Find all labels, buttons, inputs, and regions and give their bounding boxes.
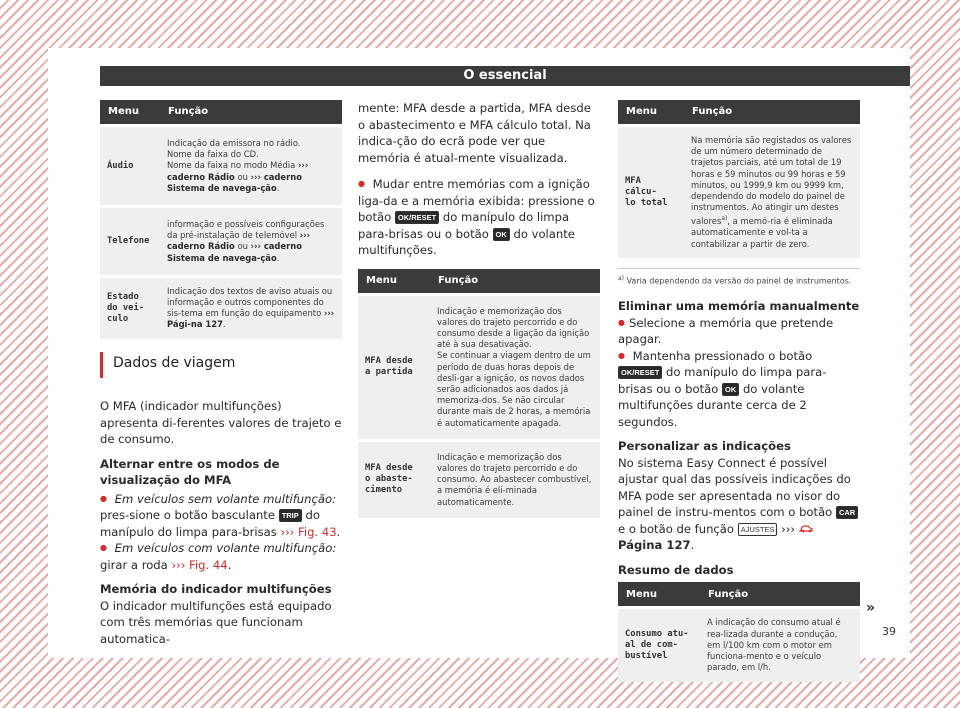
- car-key-icon: CAR: [836, 506, 858, 519]
- paragraph: [618, 455, 860, 554]
- bullet-text: Mudar entre memórias com a ignição liga-da e a memória exibida: pressione o botão: [358, 177, 595, 224]
- function-line: Nome da faixa do CD.: [167, 149, 259, 160]
- function-text: .: [222, 319, 226, 330]
- figure-link[interactable]: Fig. 43: [294, 524, 337, 539]
- function-text: informação e possíveis configurações da pré-instalação de telemóvel: [167, 219, 325, 241]
- bullet-text: do volante multifunções durante cerca de 2 segundos.: [618, 381, 807, 429]
- manual-page: [48, 48, 910, 673]
- function-text: .: [276, 252, 280, 263]
- reference-arrow: ›››: [171, 557, 186, 572]
- function-text: ou: [234, 241, 251, 252]
- bullet-text: .: [227, 557, 232, 572]
- footnote-text: Varia dependendo da versão do painel de instrumentos.: [626, 276, 852, 286]
- intro-paragraph: O MFA (indicador multifunções) apresenta di-ferentes valores de trajeto e de consumo.: [100, 399, 342, 446]
- table-row: [358, 294, 600, 440]
- subheading: Memória do indicador multifunções: [100, 582, 332, 596]
- column-middle: [358, 100, 600, 518]
- reference-arrow: ›››: [777, 521, 796, 536]
- table-header-function: Função: [684, 100, 860, 126]
- trip-key-icon: TRIP: [279, 509, 302, 522]
- bullet-italic: Em veículos com volante multifunção:: [114, 541, 337, 555]
- function-text: ou: [234, 171, 251, 182]
- subheading: Eliminar uma memória manualmente: [618, 299, 860, 314]
- column-right: [618, 100, 860, 682]
- subheading: Personalizar as indicações: [618, 439, 791, 454]
- section-title: Dados de viagem: [113, 355, 236, 371]
- menu-cell: MFA desde o abaste- cimento: [358, 440, 430, 518]
- data-summary-table: [618, 582, 860, 681]
- cross-reference-link[interactable]: ››› caderno Sistema de navega-ção: [167, 171, 302, 193]
- paragraph-text: No sistema Easy Connect é possível ajustar qual das possíveis indicações do MFA pode ser apresentada no visor do painel de instru-mentos com o botão: [618, 455, 851, 520]
- table-header-menu: Menu: [100, 100, 160, 126]
- function-line: Nome da faixa no modo Média: [167, 160, 296, 171]
- function-text: .: [276, 182, 280, 193]
- bullet-text: pres-sione o botão basculante: [100, 508, 279, 522]
- bullet-italic: Em veículos sem volante multifunção:: [114, 491, 336, 506]
- continue-arrow-icon: »: [866, 600, 876, 616]
- function-cell: [160, 126, 342, 207]
- table-header-function: Função: [430, 269, 600, 295]
- figure-link[interactable]: Fig. 44: [185, 557, 228, 572]
- table-row: [100, 207, 342, 277]
- function-cell: Indicação e memorização dos valores do trajeto percorrido e do consumo desde a ligação da ignição até à sua desativação. Se continuar a viagem dentro de um período de duas horas depois de desli-gar a ignição, os novos dados serão adicionados aos dados já memoriza-dos. Se não circular durante mais de 2 horas, a memória é automaticamente apagada.: [430, 294, 600, 440]
- bullet-item: ● Selecione a memória que pretende apagar.: [618, 315, 860, 348]
- bullet-item: [100, 540, 342, 573]
- function-cell: Indicação e memorização dos valores do trajeto percorrido e do consumo. Ao abastecer combustível, a memória é eli-minada automaticamente.: [430, 440, 600, 518]
- bullet-item: [618, 348, 860, 431]
- bullet-text: do volante multifunções.: [358, 226, 575, 257]
- ajustes-key-icon: AJUSTES: [738, 523, 778, 536]
- table-header-menu: Menu: [358, 269, 430, 295]
- table-row: [358, 440, 600, 518]
- function-text: Na memória são registados os valores de um número determinado de trajetos parciais, até um total de 19 horas e 59 minutos ou 99 horas e 59 minutos, ou 1999,9 km ou 9999 km, dependendo do modelo do painel de instrumentos. Ao atingir um destes valores: [691, 135, 852, 227]
- paragraph-text: e o botão de função: [618, 521, 738, 536]
- cross-reference-link[interactable]: ››› caderno Rádio: [167, 230, 311, 252]
- function-text: Indicação dos textos de aviso atuais ou informação e outros componentes do sis-tema em função do equipamento: [167, 285, 333, 319]
- footnote: [618, 268, 860, 287]
- paragraph-text: .: [690, 538, 695, 553]
- cross-reference-link[interactable]: ››› caderno Sistema de navega-ção: [167, 241, 302, 263]
- car-page-link-icon: [799, 522, 813, 532]
- column-left: [100, 100, 342, 646]
- menu-cell: MFA desde a partida: [358, 294, 430, 440]
- function-cell: [160, 276, 342, 338]
- table-header-menu: Menu: [618, 100, 684, 126]
- menu-cell: MFA cálcu- lo total: [618, 126, 684, 258]
- bullet-text: do manípulo do limpa para-brisas ou o botão: [358, 210, 570, 241]
- function-cell: A indicação do consumo atual é rea-lizada durante a condução, em l/100 km com o motor em funciona-mento e o veículo parado, em l/h.: [700, 608, 860, 682]
- section-heading: [100, 352, 345, 378]
- table-header-function: Função: [160, 100, 342, 126]
- ok-reset-key-icon: OK/RESET: [618, 366, 662, 379]
- col1-body: [100, 398, 342, 647]
- ok-reset-key-icon: OK/RESET: [395, 211, 439, 224]
- menu-cell: Estado do vei- culo: [100, 276, 160, 338]
- function-cell: [684, 126, 860, 258]
- page-number: 39: [882, 625, 896, 638]
- bullet-text: girar a roda: [100, 557, 172, 572]
- cross-reference-link[interactable]: ››› caderno Rádio: [167, 160, 309, 182]
- bullet-text: do manípulo do limpa para-brisas ou o botão: [618, 365, 827, 396]
- paragraph: O indicador multifunções está equipado com três memórias que funcionam automatica-: [100, 598, 332, 646]
- menu-cell: Consumo atu- al de com- bustível: [618, 608, 700, 682]
- table-header-function: Função: [700, 582, 860, 608]
- bullet-item: [100, 491, 342, 541]
- page-reference-link[interactable]: Página 127: [618, 538, 691, 553]
- subheading: Resumo de dados: [618, 562, 734, 577]
- function-line: Indicação da emissora no rádio.: [167, 138, 301, 148]
- bullet-text: do manípulo do limpa para-brisas: [100, 508, 320, 539]
- reference-arrow: ›››: [280, 524, 295, 539]
- mfa-memory-table: [358, 269, 600, 518]
- footnote-marker: a): [618, 274, 625, 282]
- mfa-total-table: [618, 100, 860, 258]
- bullet-item: [358, 176, 600, 259]
- table-header-menu: Menu: [618, 582, 700, 608]
- table-row: [100, 276, 342, 338]
- ok-key-icon: OK: [722, 383, 739, 396]
- ok-key-icon: OK: [493, 228, 510, 241]
- bullet-text: Mantenha pressionado o botão: [632, 348, 813, 363]
- page-header: O essencial: [100, 66, 910, 86]
- subheading: Alternar entre os modos de visualização do MFA: [100, 456, 280, 487]
- table-row: [618, 126, 860, 258]
- bullet-text: .: [336, 524, 341, 539]
- audio-menu-table: [100, 100, 342, 339]
- function-cell: [160, 207, 342, 277]
- menu-cell: Áudio: [100, 126, 160, 207]
- table-row: [100, 126, 342, 207]
- paragraph: mente: MFA desde a partida, MFA desde o abastecimento e MFA cálculo total. Na indica-ção do ecrã pode ver que memória é atual-mente visualizada.: [358, 101, 591, 165]
- function-text: , a memó-ria é eliminada automaticamente e vol-ta a contabilizar a partir de zero.: [691, 216, 833, 249]
- footnote-marker: a): [721, 215, 728, 223]
- cross-reference-link[interactable]: ››› Pági-na 127: [167, 308, 335, 330]
- table-row: [618, 608, 860, 682]
- menu-cell: Telefone: [100, 207, 160, 277]
